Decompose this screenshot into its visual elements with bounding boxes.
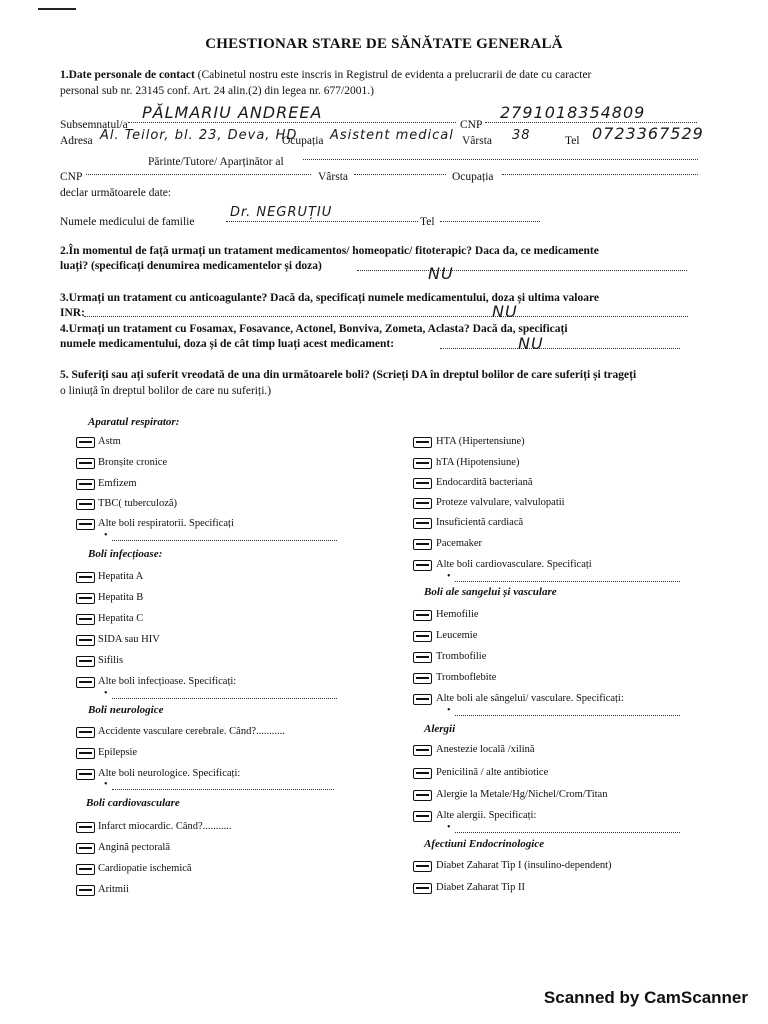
item-hta: HTA (Hipertensiune): [436, 436, 525, 447]
checkbox-alte-infectioase[interactable]: [76, 677, 95, 688]
q4-line2: numele medicamentului, doza și de cât timp luați acest medicament:: [60, 338, 395, 350]
alte-cardio-field[interactable]: [455, 581, 680, 582]
item-astm: Astm: [98, 436, 121, 447]
checkbox-alte-sange[interactable]: [413, 694, 432, 705]
item-pacemaker: Pacemaker: [436, 538, 483, 549]
medic-value: Dr. NEGRUȚIU: [230, 205, 333, 220]
tel-label: Tel: [565, 135, 580, 147]
ocupatia-label: Ocupația: [282, 135, 324, 147]
parinte-label: Părinte/Tutore/ Aparținător al: [148, 156, 284, 168]
item-avc: Accidente vasculare cerebrale. Când?...........: [98, 726, 285, 737]
checkbox-sifilis[interactable]: [76, 656, 95, 667]
section1-note-line2: personal sub nr. 23145 conf. Art. 24 alin.(2) din legea nr. 677/2001.): [60, 85, 374, 97]
checkbox-hta[interactable]: [413, 437, 432, 448]
checkbox-penicilina[interactable]: [413, 768, 432, 779]
checkbox-angina[interactable]: [76, 843, 95, 854]
medic-label: Numele medicului de familie: [60, 216, 195, 228]
checkbox-metale[interactable]: [413, 790, 432, 801]
checkbox-aritmii[interactable]: [76, 885, 95, 896]
item-epilepsie: Epilepsie: [98, 747, 138, 758]
checkbox-alte-alergii[interactable]: [413, 811, 432, 822]
item-sida: SIDA sau HIV: [98, 634, 160, 645]
item-tromboflebite: Tromboflebite: [436, 672, 497, 683]
section1-intro: [60, 68, 710, 82]
bullet: •: [104, 688, 108, 699]
checkbox-infarct[interactable]: [76, 822, 95, 833]
item-trombofilie: Trombofilie: [436, 651, 487, 662]
neurologice-title: Boli neurologice: [88, 704, 164, 716]
alergii-title: Alergii: [424, 723, 456, 735]
alte-neurologice-field[interactable]: [112, 789, 334, 790]
item-insuficienta: Insuficientă cardiacă: [436, 517, 524, 528]
varsta-value: 38: [512, 128, 531, 143]
cnp-label: CNP: [460, 119, 483, 131]
q2-field[interactable]: [357, 270, 687, 271]
checkbox-diabet-1[interactable]: [413, 861, 432, 872]
medic-field[interactable]: [226, 221, 418, 222]
respirator-title: Aparatul respirator:: [88, 416, 180, 428]
section1-note-line1: (Cabinetul nostru este inscris in Registrul de evidenta a prelucrarii de date cu caracter: [197, 69, 592, 81]
item-diabet-1: Diabet Zaharat Tip I (insulino-dependent): [436, 860, 612, 871]
varsta-label: Vârsta: [462, 135, 493, 147]
scanner-watermark: Scanned by CamScanner: [543, 988, 748, 1007]
varsta2-field[interactable]: [354, 174, 446, 175]
checkbox-proteze[interactable]: [413, 498, 432, 509]
item-alte-infectioase: Alte boli infecțioase. Specificați:: [98, 676, 237, 687]
sange-title: Boli ale sangelui și vasculare: [424, 586, 557, 598]
item-cardiopatie: Cardiopatie ischemică: [98, 863, 192, 874]
bullet: •: [104, 530, 108, 541]
ocupatia2-field[interactable]: [502, 174, 698, 175]
item-emfizem: Emfizem: [98, 478, 137, 489]
checkbox-alte-neurologice[interactable]: [76, 769, 95, 780]
cnp2-label: CNP: [60, 171, 83, 183]
subsemnatul-field[interactable]: [128, 122, 456, 123]
item-alte-alergii: Alte alergii. Specificați:: [436, 810, 537, 821]
alte-alergii-field[interactable]: [455, 832, 680, 833]
tel-value: 0723367529: [592, 124, 704, 143]
checkbox-leucemie[interactable]: [413, 631, 432, 642]
section1-heading: 1.Date personale de contact: [60, 69, 195, 81]
cardio-title: Boli cardiovasculare: [86, 797, 180, 809]
scan-mark: [38, 8, 76, 10]
checkbox-insuficienta[interactable]: [413, 518, 432, 529]
item-penicilina: Penicilină / alte antibiotice: [436, 767, 549, 778]
checkbox-endocardita[interactable]: [413, 478, 432, 489]
q3-line2: INR:: [60, 307, 85, 319]
item-diabet-2: Diabet Zaharat Tip II: [436, 882, 525, 893]
endocrin-title: Afectiuni Endocrinologice: [424, 838, 545, 850]
checkbox-anestezie[interactable]: [413, 745, 432, 756]
parinte-field[interactable]: [303, 159, 698, 160]
item-proteze: Proteze valvulare, valvulopatii: [436, 497, 565, 508]
item-infarct: Infarct miocardic. Când?...........: [98, 821, 232, 832]
q5-line2: o liniuță în dreptul bolilor de care nu suferiți.): [60, 385, 272, 397]
checkbox-hepatita-a[interactable]: [76, 572, 95, 583]
item-hta-hipo: hTA (Hipotensiune): [436, 457, 520, 468]
cnp2-field[interactable]: [86, 174, 311, 175]
q3-answer: NU: [492, 302, 518, 321]
bullet: •: [447, 705, 451, 716]
checkbox-emfizem[interactable]: [76, 479, 95, 490]
item-leucemie: Leucemie: [436, 630, 478, 641]
alte-infectioase-field[interactable]: [112, 698, 337, 699]
checkbox-trombofilie[interactable]: [413, 652, 432, 663]
item-hepatita-b: Hepatita B: [98, 592, 144, 603]
item-hepatita-a: Hepatita A: [98, 571, 144, 582]
infectioase-title: Boli infecțioase:: [88, 548, 163, 560]
item-alte-neurologice: Alte boli neurologice. Specificați:: [98, 768, 241, 779]
checkbox-sida[interactable]: [76, 635, 95, 646]
checkbox-bronsite[interactable]: [76, 458, 95, 469]
q2-line1: 2.În momentul de față urmați un tratament medicamentos/ homeopatic/ fitoterapic? Daca da, ce medicamente: [60, 245, 599, 257]
ocupatia-value: Asistent medical: [330, 128, 454, 143]
checkbox-pacemaker[interactable]: [413, 539, 432, 550]
checkbox-astm[interactable]: [76, 437, 95, 448]
checkbox-tbc[interactable]: [76, 499, 95, 510]
item-hemofilie: Hemofilie: [436, 609, 479, 620]
q3-field[interactable]: [84, 316, 688, 317]
checkbox-hta-hipo[interactable]: [413, 458, 432, 469]
q3-line1: 3.Urmați un tratament cu anticoagulante? Dacă da, specificați numele medicamentului, doza și ultima valoare: [60, 292, 599, 304]
cnp-field[interactable]: [485, 122, 697, 123]
checkbox-alte-cardio[interactable]: [413, 560, 432, 571]
subsemnatul-label: Subsemnatul/a: [60, 119, 128, 131]
bullet: •: [447, 822, 451, 833]
item-anestezie: Anestezie locală /xilină: [436, 744, 535, 755]
item-alte-respiratorii: Alte boli respiratorii. Specificați: [98, 518, 234, 529]
checkbox-hemofilie[interactable]: [413, 610, 432, 621]
checkbox-epilepsie[interactable]: [76, 748, 95, 759]
q4-field[interactable]: [440, 348, 680, 349]
adresa-label: Adresa: [60, 135, 93, 147]
checkbox-alte-respiratorii[interactable]: [76, 519, 95, 530]
adresa-value: Al. Teilor, bl. 23, Deva, HD: [100, 128, 298, 143]
cnp-value: 2791018354809: [500, 103, 646, 122]
alte-sange-field[interactable]: [455, 715, 680, 716]
subsemnatul-value: PĂLMARIU ANDREEA: [142, 103, 323, 122]
q5-text: 5. Suferiți sau ați suferit vreodată de una din următoarele boli? (Scrieți DA în dreptul bolilor de care suferiți și trageți: [60, 369, 637, 381]
item-hepatita-c: Hepatita C: [98, 613, 144, 624]
declar-text: declar următoarele date:: [60, 187, 172, 199]
checkbox-avc[interactable]: [76, 727, 95, 738]
item-tbc: TBC( tuberculoză): [98, 498, 178, 509]
item-endocardita: Endocardită bacteriană: [436, 477, 533, 488]
tel2-field[interactable]: [440, 221, 540, 222]
item-metale: Alergie la Metale/Hg/Nichel/Crom/Titan: [436, 789, 608, 800]
page-title: CHESTIONAR STARE DE SĂNĂTATE GENERALĂ: [205, 36, 563, 52]
alte-respiratorii-field[interactable]: [112, 540, 337, 541]
checkbox-cardiopatie[interactable]: [76, 864, 95, 875]
item-alte-sange: Alte boli ale sângelui/ vasculare. Specificați:: [436, 693, 624, 704]
q4-answer: NU: [518, 334, 544, 353]
q2-line2: luați? (specificați denumirea medicamentelor și doza): [60, 260, 322, 272]
checkbox-hepatita-c[interactable]: [76, 614, 95, 625]
tel2-label: Tel: [420, 216, 435, 228]
item-alte-cardio: Alte boli cardiovasculare. Specificați: [436, 559, 592, 570]
checkbox-diabet-2[interactable]: [413, 883, 432, 894]
checkbox-tromboflebite[interactable]: [413, 673, 432, 684]
ocupatia2-label: Ocupația: [452, 171, 494, 183]
item-bronsite: Bronșite cronice: [98, 457, 168, 468]
bullet: •: [447, 571, 451, 582]
bullet: •: [104, 779, 108, 790]
q4-line1: 4.Urmați un tratament cu Fosamax, Fosavance, Actonel, Bonviva, Zometa, Aclasta? Dacă da, specificați: [60, 323, 568, 335]
item-sifilis: Sifilis: [98, 655, 124, 666]
q5-line1: [60, 368, 636, 382]
checkbox-hepatita-b[interactable]: [76, 593, 95, 604]
item-angina: Angină pectorală: [98, 842, 171, 853]
varsta2-label: Vârsta: [318, 171, 349, 183]
item-aritmii: Aritmii: [98, 884, 129, 895]
q2-answer: NU: [428, 264, 454, 283]
